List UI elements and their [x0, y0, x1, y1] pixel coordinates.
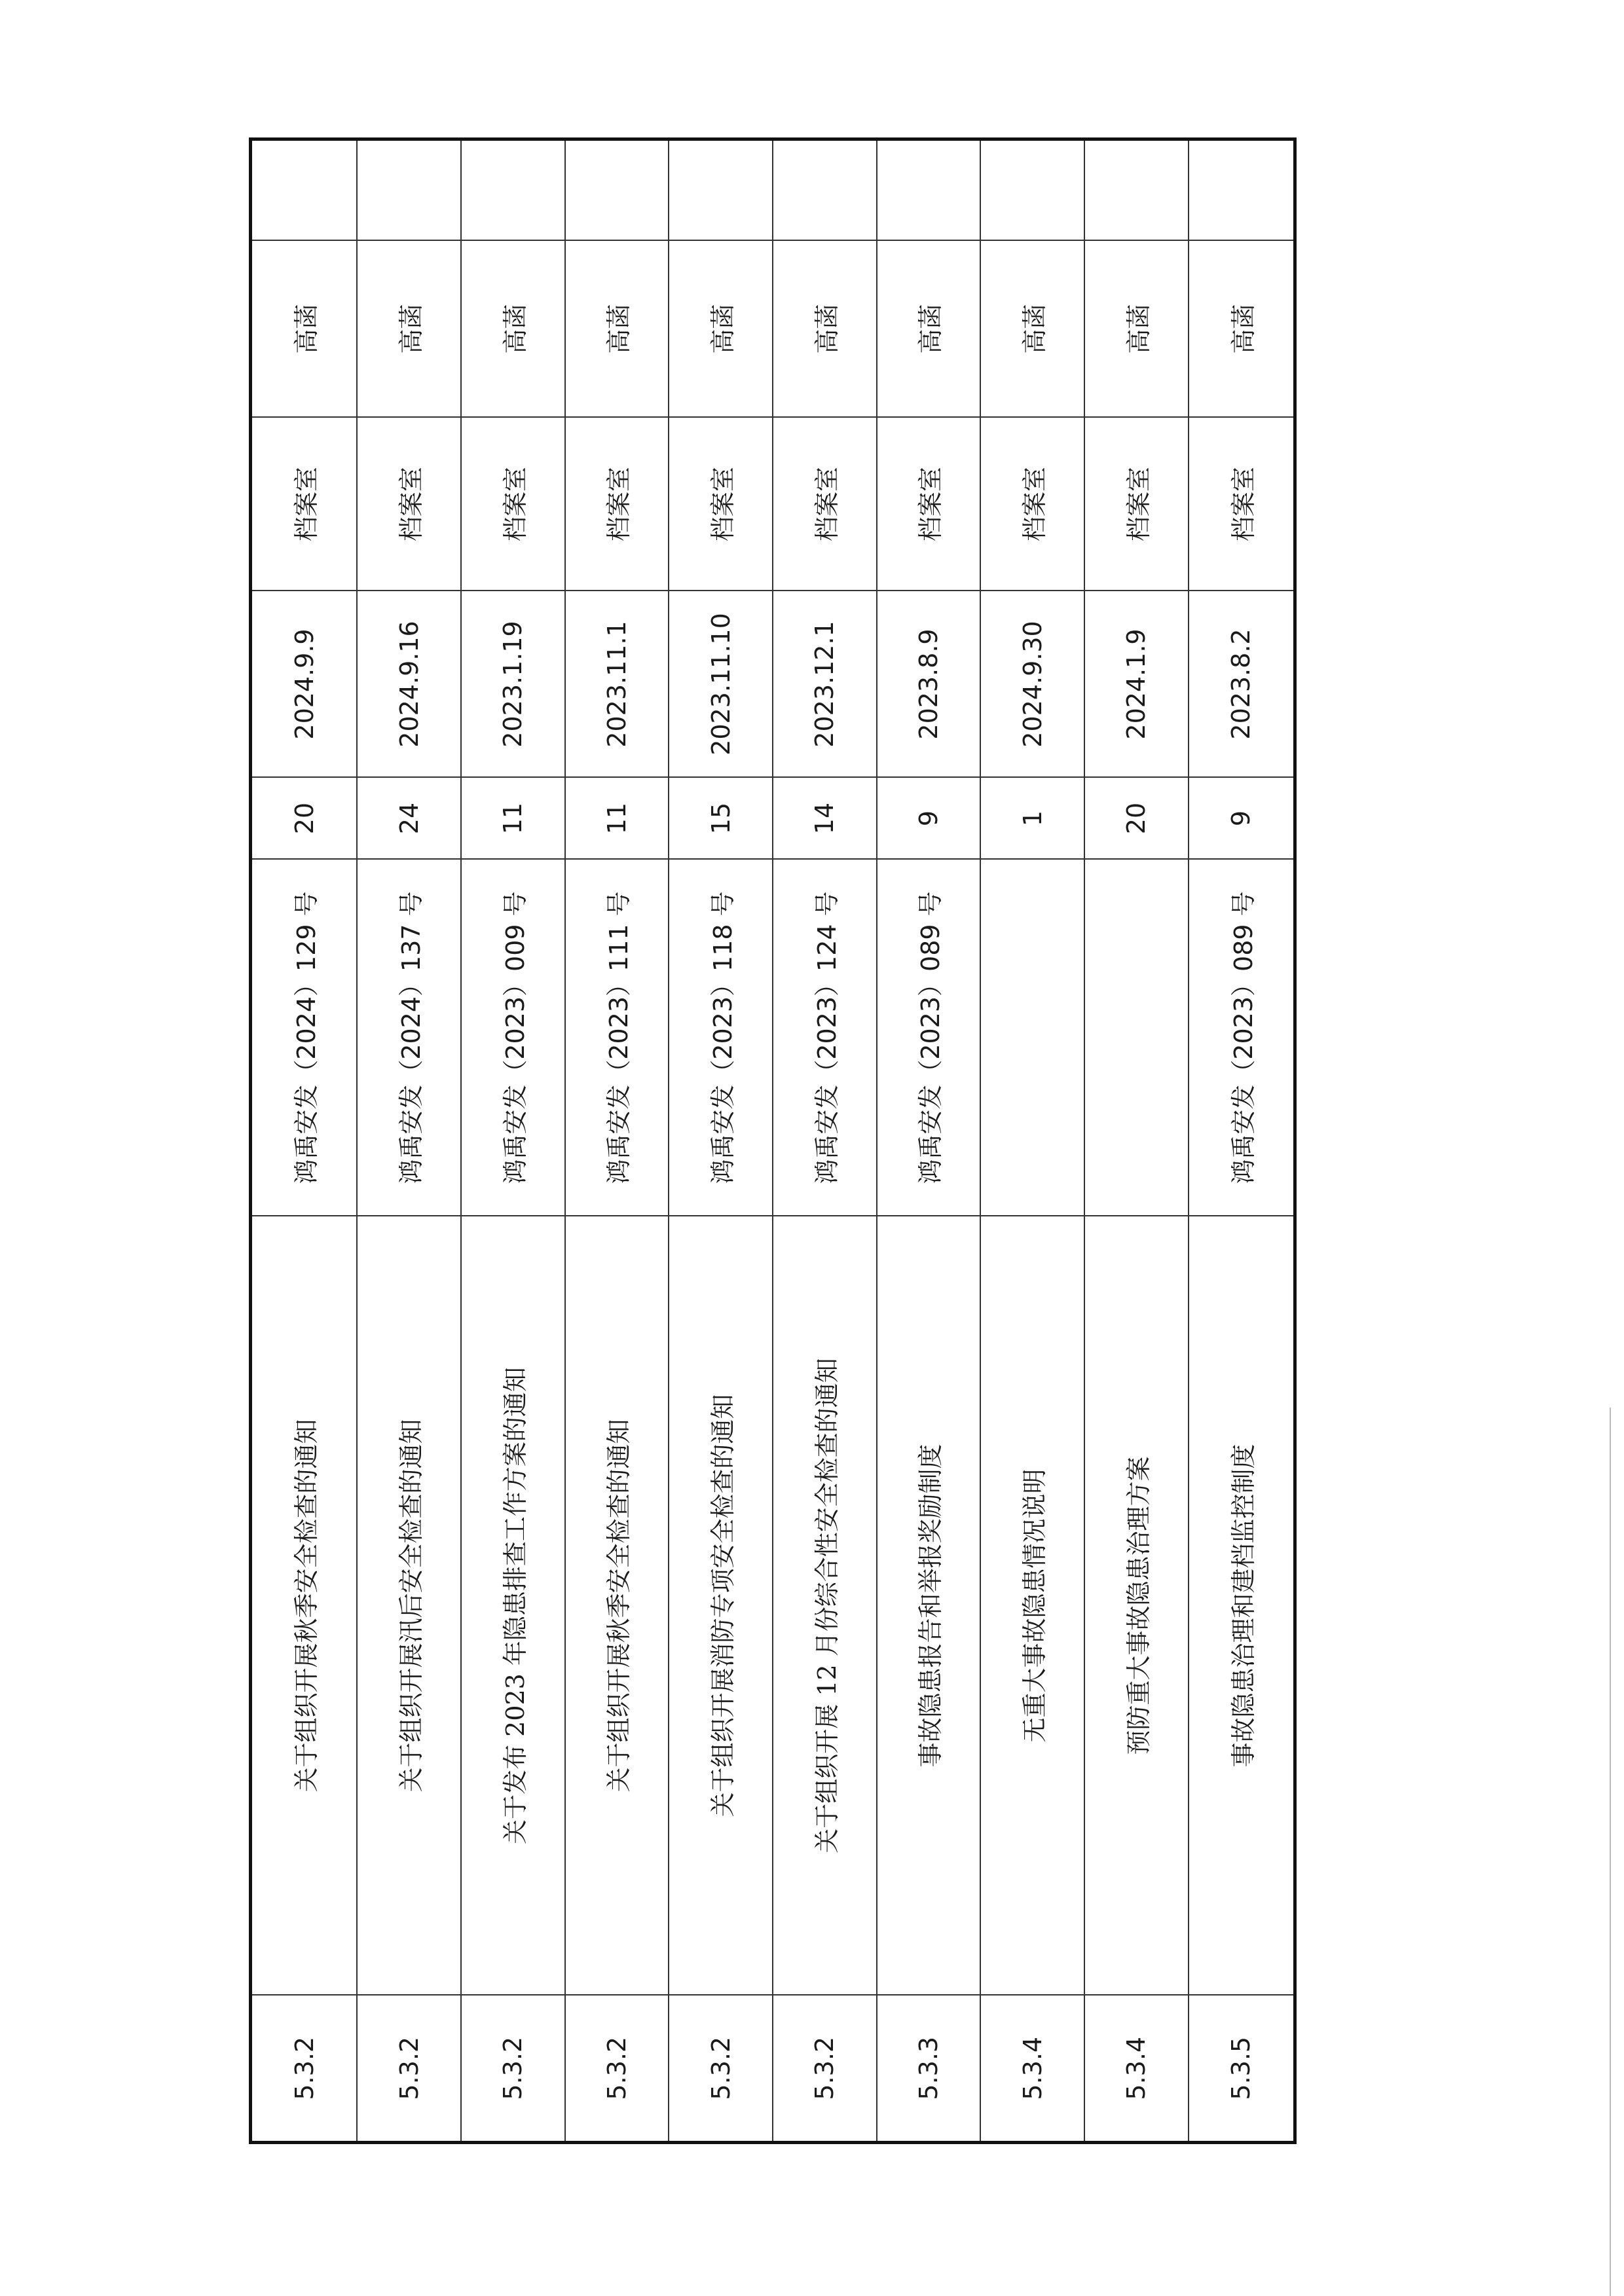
page-count-cell: 11: [565, 778, 669, 860]
clause-code-cell: 5.3.5: [1189, 1995, 1295, 2143]
remarks-cell: [669, 139, 773, 241]
storage-location-cell: 档案室: [251, 418, 358, 591]
document-title-cell: 事故隐患治理和建档监控制度: [1189, 1216, 1295, 1995]
document-number-cell: 鸿禹安发（2023）124 号: [773, 860, 877, 1216]
scan-edge-line: [1610, 1408, 1611, 2296]
storage-location-cell: 档案室: [980, 418, 1084, 591]
date-cell: 2023.1.19: [461, 591, 565, 778]
table-row: [980, 139, 1084, 2143]
custodian-cell: 高菡: [251, 241, 358, 418]
document-title-cell: 关于组织开展消防专项安全检查的通知: [669, 1216, 773, 1995]
document-number-cell: 鸿禹安发（2023）089 号: [877, 860, 981, 1216]
table-row: [877, 139, 981, 2143]
remarks-cell: [251, 139, 358, 241]
table-row: [461, 139, 565, 2143]
clause-code-cell: 5.3.2: [565, 1995, 669, 2143]
page-count-cell: 20: [251, 778, 358, 860]
page-count-cell: 24: [357, 778, 461, 860]
remarks-cell: [877, 139, 981, 241]
custodian-cell: 高菡: [461, 241, 565, 418]
document-title-cell: 关于组织开展秋季安全检查的通知: [565, 1216, 669, 1995]
document-number-cell: 鸿禹安发（2024）137 号: [357, 860, 461, 1216]
document-index-table: [249, 137, 1297, 2144]
clause-code-cell: 5.3.3: [877, 1995, 981, 2143]
remarks-cell: [1084, 139, 1189, 241]
document-title-cell: 事故隐患报告和举报奖励制度: [877, 1216, 981, 1995]
storage-location-cell: 档案室: [877, 418, 981, 591]
date-cell: 2023.11.10: [669, 591, 773, 778]
table-row: [357, 139, 461, 2143]
document-number-cell: [1084, 860, 1189, 1216]
clause-code-cell: 5.3.2: [357, 1995, 461, 2143]
table-row: [1189, 139, 1295, 2143]
page-count-cell: 14: [773, 778, 877, 860]
clause-code-cell: 5.3.4: [1084, 1995, 1189, 2143]
page-count-cell: 1: [980, 778, 1084, 860]
rotated-page-content: [249, 141, 1624, 2100]
date-cell: 2023.11.1: [565, 591, 669, 778]
date-cell: 2024.9.30: [980, 591, 1084, 778]
date-cell: 2024.9.16: [357, 591, 461, 778]
page-count-cell: 9: [877, 778, 981, 860]
date-cell: 2023.8.2: [1189, 591, 1295, 778]
storage-location-cell: 档案室: [565, 418, 669, 591]
page-count-cell: 11: [461, 778, 565, 860]
table-row: [251, 139, 358, 2143]
clause-code-cell: 5.3.4: [980, 1995, 1084, 2143]
table-row: [669, 139, 773, 2143]
page-count-cell: 9: [1189, 778, 1295, 860]
storage-location-cell: 档案室: [1189, 418, 1295, 591]
storage-location-cell: 档案室: [357, 418, 461, 591]
storage-location-cell: 档案室: [1084, 418, 1189, 591]
remarks-cell: [357, 139, 461, 241]
date-cell: 2024.1.9: [1084, 591, 1189, 778]
document-number-cell: 鸿禹安发（2023）089 号: [1189, 860, 1295, 1216]
remarks-cell: [773, 139, 877, 241]
document-title-cell: 关于发布 2023 年隐患排查工作方案的通知: [461, 1216, 565, 1995]
custodian-cell: 高菡: [669, 241, 773, 418]
custodian-cell: 高菡: [877, 241, 981, 418]
document-title-cell: 无重大事故隐患情况说明: [980, 1216, 1084, 1995]
page-count-cell: 20: [1084, 778, 1189, 860]
storage-location-cell: 档案室: [669, 418, 773, 591]
document-title-cell: 关于组织开展秋季安全检查的通知: [251, 1216, 358, 1995]
clause-code-cell: 5.3.2: [461, 1995, 565, 2143]
document-number-cell: 鸿禹安发（2023）009 号: [461, 860, 565, 1216]
document-number-cell: 鸿禹安发（2024）129 号: [251, 860, 358, 1216]
storage-location-cell: 档案室: [773, 418, 877, 591]
document-number-cell: 鸿禹安发（2023）111 号: [565, 860, 669, 1216]
custodian-cell: 高菡: [357, 241, 461, 418]
document-number-cell: 鸿禹安发（2023）118 号: [669, 860, 773, 1216]
custodian-cell: 高菡: [1189, 241, 1295, 418]
clause-code-cell: 5.3.2: [773, 1995, 877, 2143]
storage-location-cell: 档案室: [461, 418, 565, 591]
date-cell: 2023.12.1: [773, 591, 877, 778]
table-rotation-frame: [249, 141, 1297, 2144]
date-cell: 2023.8.9: [877, 591, 981, 778]
clause-code-cell: 5.3.2: [669, 1995, 773, 2143]
table-body: [251, 139, 1295, 2143]
custodian-cell: 高菡: [565, 241, 669, 418]
custodian-cell: 高菡: [1084, 241, 1189, 418]
clause-code-cell: 5.3.2: [251, 1995, 358, 2143]
custodian-cell: 高菡: [773, 241, 877, 418]
document-title-cell: 关于组织开展汛后安全检查的通知: [357, 1216, 461, 1995]
remarks-cell: [461, 139, 565, 241]
document-number-cell: [980, 860, 1084, 1216]
table-row: [773, 139, 877, 2143]
custodian-cell: 高菡: [980, 241, 1084, 418]
remarks-cell: [1189, 139, 1295, 241]
table-row: [1084, 139, 1189, 2143]
table-row: [565, 139, 669, 2143]
page-count-cell: 15: [669, 778, 773, 860]
date-cell: 2024.9.9: [251, 591, 358, 778]
document-title-cell: 关于组织开展 12 月份综合性安全检查的通知: [773, 1216, 877, 1995]
remarks-cell: [565, 139, 669, 241]
document-title-cell: 预防重大事故隐患治理方案: [1084, 1216, 1189, 1995]
remarks-cell: [980, 139, 1084, 241]
